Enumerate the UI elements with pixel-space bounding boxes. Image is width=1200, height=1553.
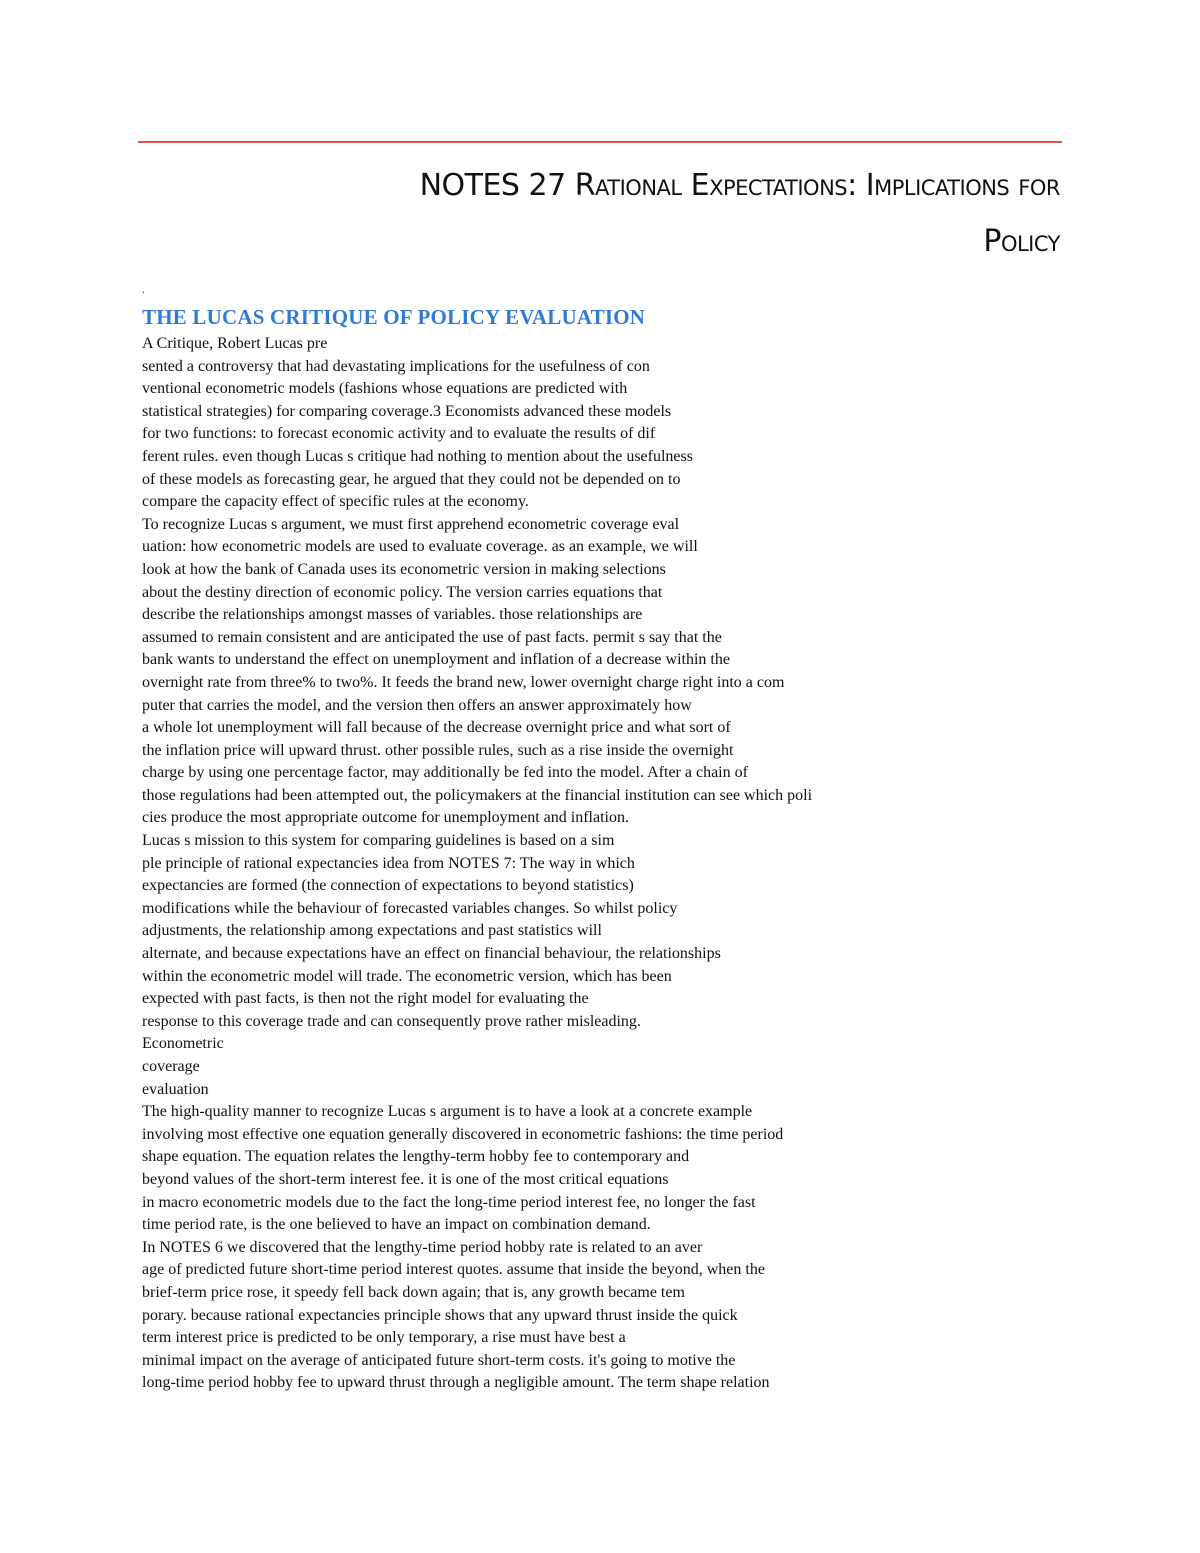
body-line: describe the relationships amongst masses of variables. those relationships are bbox=[142, 606, 643, 624]
body-line: coverage bbox=[142, 1058, 200, 1075]
body-line: adjustments, the relationship among expectations and past statistics will bbox=[142, 922, 602, 940]
body-line: age of predicted future short-time period interest quotes. assume that inside the beyond, when the bbox=[142, 1261, 765, 1279]
body-line: To recognize Lucas s argument, we must first apprehend econometric coverage eval bbox=[142, 515, 680, 533]
body-line: the inflation price will upward thrust. other possible rules, such as a rise inside the overnight bbox=[142, 741, 734, 759]
body-line: for two functions: to forecast economic activity and to evaluate the results of dif bbox=[142, 425, 656, 443]
body-line: overnight rate from three% to two%. It feeds the brand new, lower overnight charge right into a com bbox=[142, 673, 785, 691]
body-line: ple principle of rational expectancies idea from NOTES 7: The way in which bbox=[142, 854, 635, 872]
stray-dot: . bbox=[142, 282, 145, 296]
page-title bbox=[138, 158, 1060, 270]
body-line: minimal impact on the average of anticipated future short-term costs. it's going to motive the bbox=[142, 1351, 736, 1369]
title-rule bbox=[138, 141, 1062, 143]
body-line: shape equation. The equation relates the lengthy-term hobby fee to contemporary and bbox=[142, 1148, 690, 1166]
body-line: uation: how econometric models are used to evaluate coverage. as an example, we will bbox=[142, 538, 698, 556]
body-line: time period rate, is the one believed to have an impact on combination demand. bbox=[142, 1216, 651, 1234]
body-line: assumed to remain consistent and are anticipated the use of past facts. permit s say that the bbox=[142, 628, 722, 646]
body-line: Econometric bbox=[142, 1035, 224, 1053]
body-line: charge by using one percentage factor, may additionally be fed into the model. After a chain of bbox=[142, 764, 748, 782]
body-line: term interest price is predicted to be only temporary, a rise must have best a bbox=[142, 1329, 626, 1347]
body-line: modifications while the behaviour of forecasted variables changes. So whilst policy bbox=[142, 899, 678, 917]
title-line-1: NOTES 27 Rational Expectations: Implications for bbox=[419, 168, 1060, 203]
body-line: look at how the bank of Canada uses its econometric version in making selections bbox=[142, 560, 666, 578]
body-line: In NOTES 6 we discovered that the lengthy-time period hobby rate is related to an aver bbox=[142, 1238, 703, 1256]
body-line: within the econometric model will trade. The econometric version, which has been bbox=[142, 967, 672, 985]
body-line: alternate, and because expectations have an effect on financial behaviour, the relationships bbox=[142, 945, 721, 963]
body-line: compare the capacity effect of specific rules at the economy. bbox=[142, 493, 529, 511]
body-line: brief-term price rose, it speedy fell back down again; that is, any growth became tem bbox=[142, 1283, 685, 1301]
body-line: of these models as forecasting gear, he argued that they could not be depended on to bbox=[142, 470, 681, 488]
body-line: response to this coverage trade and can consequently prove rather misleading. bbox=[142, 1012, 641, 1030]
body-line: evaluation bbox=[142, 1080, 209, 1098]
body-line: about the destiny direction of economic policy. The version carries equations that bbox=[142, 583, 663, 601]
body-line: statistical strategies) for comparing coverage.3 Economists advanced these models bbox=[142, 402, 672, 420]
body-line: bank wants to understand the effect on unemployment and inflation of a decrease within the bbox=[142, 651, 730, 669]
body-line: beyond values of the short-term interest fee. it is one of the most critical equations bbox=[142, 1170, 669, 1188]
body-line: long-time period hobby fee to upward thrust through a negligible amount. The term shape relation bbox=[142, 1374, 770, 1392]
body-line: A Critique, Robert Lucas pre bbox=[142, 335, 328, 352]
body-line: puter that carries the model, and the version then offers an answer approximately how bbox=[142, 696, 692, 714]
body-text bbox=[142, 333, 1042, 1395]
body-line: sented a controversy that had devastating implications for the usefulness of con bbox=[142, 357, 650, 375]
body-line: porary. because rational expectancies principle shows that any upward thrust inside the quick bbox=[142, 1306, 738, 1324]
body-line: expected with past facts, is then not the right model for evaluating the bbox=[142, 990, 589, 1008]
body-line: ventional econometric models (fashions whose equations are predicted with bbox=[142, 380, 628, 398]
body-line: involving most effective one equation generally discovered in econometric fashions: the time period bbox=[142, 1125, 784, 1143]
section-heading: THE LUCAS CRITIQUE OF POLICY EVALUATION bbox=[142, 305, 646, 329]
body-line: Lucas s mission to this system for comparing guidelines is based on a sim bbox=[142, 832, 615, 850]
body-line: those regulations had been attempted out, the policymakers at the financial institution can see which poli bbox=[142, 786, 813, 804]
body-line: expectancies are formed (the connection of expectations to beyond statistics) bbox=[142, 877, 634, 895]
body-line: The high-quality manner to recognize Lucas s argument is to have a look at a concrete example bbox=[142, 1103, 753, 1121]
body-line: in macro econometric models due to the fact the long-time period interest fee, no longer the fast bbox=[142, 1193, 756, 1211]
body-line: cies produce the most appropriate outcome for unemployment and inflation. bbox=[142, 809, 629, 827]
body-line: a whole lot unemployment will fall because of the decrease overnight price and what sort of bbox=[142, 719, 731, 737]
body-line: ferent rules. even though Lucas s critique had nothing to mention about the usefulness bbox=[142, 447, 693, 465]
title-line-2: Policy bbox=[983, 224, 1060, 259]
